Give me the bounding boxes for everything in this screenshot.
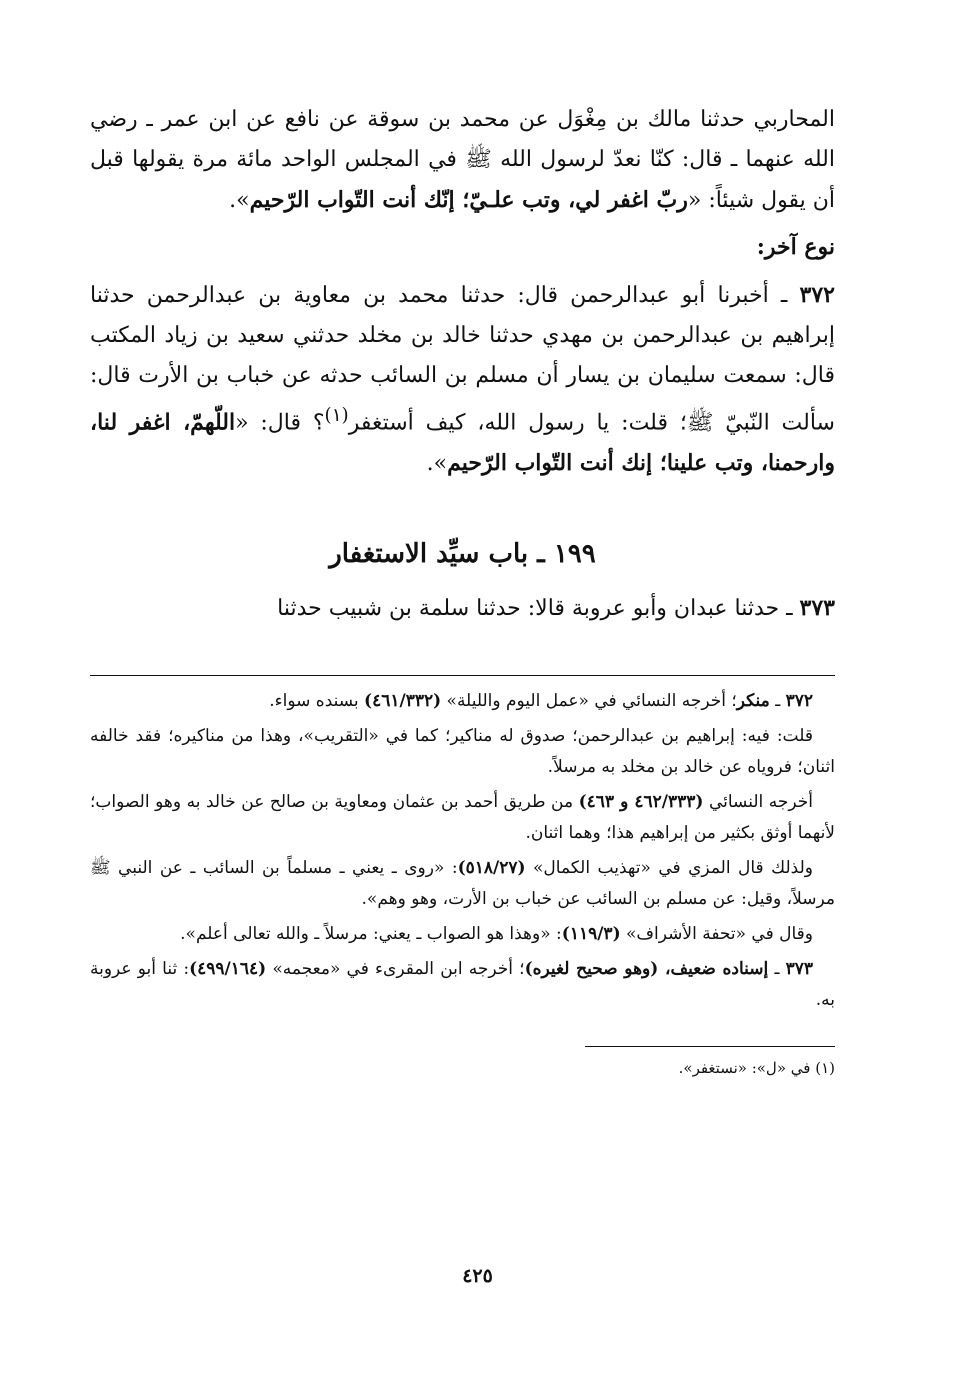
reference: (٤٩٩/١٦٤)	[189, 959, 267, 980]
paragraph-hadith-372	[90, 275, 835, 484]
paragraph-hadith-373	[90, 588, 835, 629]
main-text	[90, 100, 835, 629]
text-run: ولذلك قال المزي في «تهذيب الكمال»	[525, 858, 813, 879]
footnote-divider	[585, 1046, 835, 1047]
text-run: ؛ أخرجه النسائي في «عمل اليوم والليلة»	[441, 691, 737, 712]
footnote: (١) في «ل»: «نستغفر».	[678, 1059, 835, 1078]
text-run: ».	[229, 188, 250, 213]
text-run: من طريق أحمد بن عثمان ومعاوية بن صالح عن خالد به وهو الصواب؛ لأنهما أوثق بكثير من إبراهيم هذا؛ وهما اثنان.	[90, 792, 835, 844]
note-372-nasai	[90, 787, 835, 849]
note-373-grade	[90, 954, 835, 1016]
text-run: ؛ أخرجه ابن المقرىء في «معجمه»	[266, 959, 525, 980]
page-body	[90, 100, 835, 1081]
text-run: بسنده سواء.	[269, 691, 365, 712]
text-run: ـ	[768, 959, 786, 980]
reference: (٤٦١/٣٣٢)	[364, 691, 442, 712]
note-number: ٣٧٣	[785, 959, 814, 980]
hadith-number: ٣٧٣	[799, 595, 835, 622]
reference: (٤٦٢/٣٣٣ و ٤٦٣)	[578, 792, 704, 813]
text-run: : «وهذا هو الصواب ـ يعني: مرسلاً ـ والله تعالى أعلم».	[180, 924, 562, 945]
notes-divider	[90, 675, 835, 676]
text-run: المحاربي حدثنا مالك بن مِغْوَل عن محمد بن سوقة عن نافع عن ابن عمر ـ رضي الله عنهما ـ قال: كنّا نعدّ لرسول الله ﷺ في المجلس الواحد مائة مرة يقولها قبل أن يقول شيئاً: «	[90, 107, 835, 213]
subheading: نوع آخر:	[756, 234, 835, 260]
footnote-marker: (١)	[324, 405, 349, 426]
text-run: ؟ قال: «	[235, 410, 325, 436]
hadith-quote: اللّهمّ، اغفر لنا، وارحمنا، وتب علينا؛ إنك أنت التّواب الرّحيم	[90, 409, 835, 477]
note-372-tuhfa	[90, 919, 835, 950]
grade-label: منكر	[736, 691, 770, 712]
text-run: وقال في «تحفة الأشراف»	[620, 924, 813, 945]
reference: (١١٩/٣)	[561, 924, 621, 945]
text-run: ـ أخبرنا أبو عبدالرحمن قال: حدثنا محمد بن معاوية بن عبدالرحمن حدثنا إبراهيم بن عبدالرحمن بن مهدي حدثنا خالد بن مخلد حدثني سعيد بن زياد المكتب قال: سمعت سليمان بن يسار أن مسلم بن السائب حدثه عن خباب بن الأرت قال: سألت النّبيّ ﷺ؛ قلت: يا رسول الله، كيف أستغفر	[90, 283, 835, 436]
grade-label: إسناده ضعيف، (وهو صحيح لغيره)	[524, 959, 769, 980]
hadith-number: ٣٧٢	[799, 282, 835, 308]
text-run: أخرجه النسائي	[703, 792, 814, 813]
text-run: : ثنا أبو عروبة به.	[90, 959, 835, 1011]
text-run: : «روى ـ يعني ـ مسلماً بن السائب ـ عن النبي ﷺ مرسلاً، وقيل: عن مسلم بن السائب عن خباب بن الأرت، وهو وهم».	[90, 858, 835, 910]
text-run: ـ	[769, 691, 786, 712]
paragraph-hadith-371-end	[90, 100, 835, 221]
text-run: ».	[426, 451, 448, 477]
note-372-comment: قلت: فيه: إبراهيم بن عبدالرحمن؛ صدوق له مناكير؛ كما في «التقريب»، وهذا من مناكيره؛ فقد خالفه اثنان؛ فروياه عن خالد بن مخلد به مرسلاً.	[90, 726, 835, 778]
note-number: ٣٧٢	[785, 691, 813, 712]
hadith-quote: ربّ اغفر لي، وتب علـيّ؛ إنّك أنت التّواب الرّحيم	[249, 187, 688, 213]
chapter-title: ١٩٩ ـ باب سيِّد الاستغفار	[329, 539, 596, 570]
reference: (٥١٨/٢٧)	[457, 858, 526, 879]
note-372-grade	[90, 686, 835, 717]
commentary-notes	[90, 686, 835, 1016]
page-number: ٤٢٥	[462, 1265, 493, 1287]
note-372-mizzi	[90, 853, 835, 915]
text-run: ـ حدثنا عبدان وأبو عروبة قالا: حدثنا سلمة بن شبيب حدثنا	[277, 596, 800, 622]
